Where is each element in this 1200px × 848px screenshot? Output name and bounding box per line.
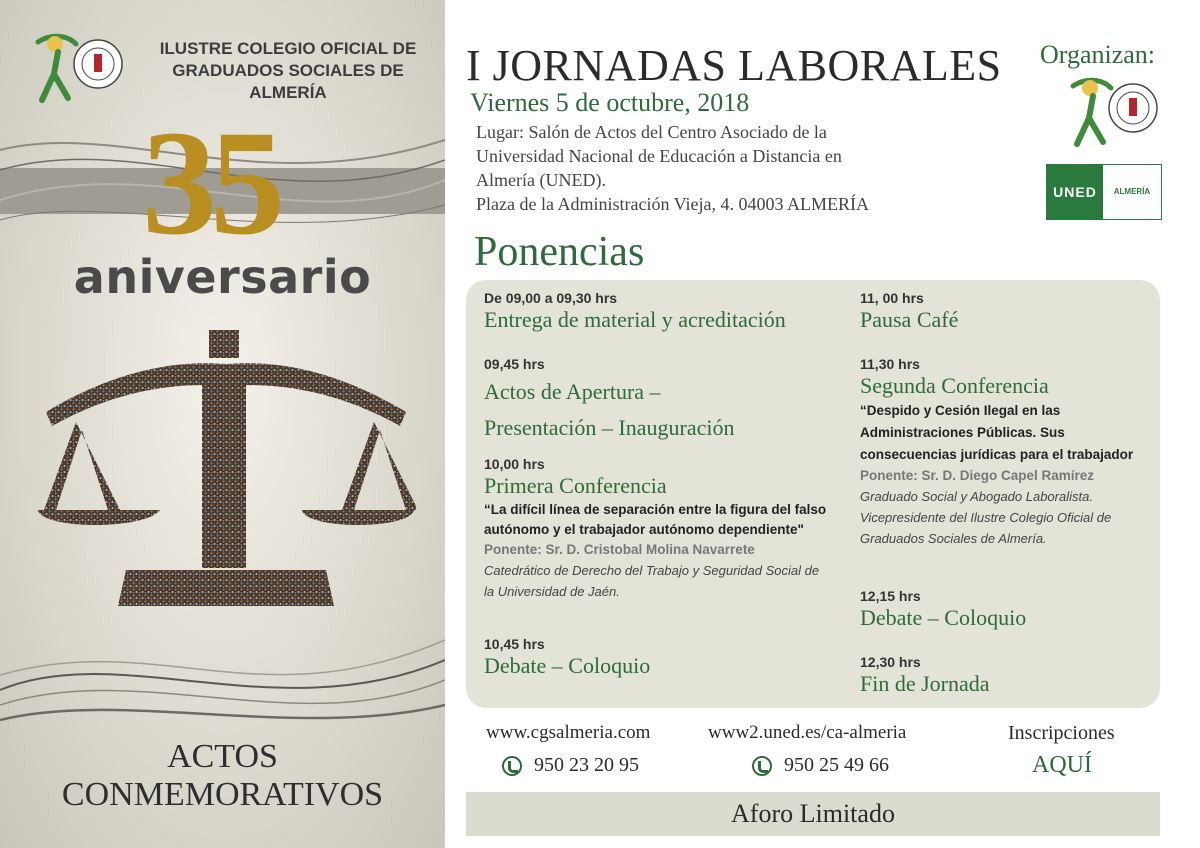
program-activity: Primera Conferencia bbox=[484, 473, 667, 498]
speaker-name: Ponente: Sr. D. Diego Capel Ramírez bbox=[860, 468, 1095, 483]
program-time: 09,45 hrs bbox=[484, 356, 545, 372]
talk-title: Administraciones Públicas. Sus bbox=[860, 425, 1065, 440]
anniversary-word: aniversario bbox=[73, 250, 372, 304]
uned-logo bbox=[1046, 164, 1162, 220]
phone-icon bbox=[752, 756, 772, 776]
org-name bbox=[148, 38, 428, 104]
venue-line: Almería (UNED). bbox=[476, 170, 606, 190]
speaker-bio: Vicepresidente del Ilustre Colegio Oficial de bbox=[860, 510, 1112, 525]
actos-title-line-1: ACTOS bbox=[167, 738, 278, 775]
program-activity: Actos de Apertura – bbox=[484, 379, 661, 404]
ponencias-title: Ponencias bbox=[474, 229, 645, 275]
website-link-cgsalmeria[interactable]: www.cgsalmeria.com bbox=[486, 722, 651, 743]
registration-link[interactable]: AQUÍ bbox=[1032, 752, 1092, 778]
left-panel bbox=[0, 0, 445, 848]
program-box bbox=[466, 280, 1160, 708]
program-activity: Segunda Conferencia bbox=[860, 373, 1049, 398]
program-activity: Entrega de material y acreditación bbox=[484, 307, 786, 332]
event-title: I JORNADAS LABORALES bbox=[466, 41, 1002, 90]
actos-conmemorativos-title bbox=[0, 738, 445, 814]
program-time: 10,45 hrs bbox=[484, 636, 545, 652]
org-name-line-2: GRADUADOS SOCIALES DE ALMERÍA bbox=[172, 61, 404, 102]
phone-number: 950 23 20 95 bbox=[534, 754, 639, 776]
program-time: 12,15 hrs bbox=[860, 588, 921, 604]
talk-title: consecuencias jurídicas para el trabajador bbox=[860, 447, 1134, 462]
program-activity: Fin de Jornada bbox=[860, 671, 990, 696]
event-date: Viernes 5 de octubre, 2018 bbox=[470, 88, 750, 117]
website-link-uned[interactable]: www2.uned.es/ca-almeria bbox=[708, 722, 907, 743]
uned-logo-city: ALMERÍA bbox=[1113, 187, 1151, 196]
colegio-logo-small-icon bbox=[1058, 72, 1168, 154]
program-activity: Debate – Coloquio bbox=[860, 605, 1027, 630]
program-item-conference bbox=[484, 456, 826, 602]
phone-number: 950 25 49 66 bbox=[784, 754, 889, 776]
program-item bbox=[860, 290, 958, 334]
colegio-logo-icon bbox=[28, 28, 128, 110]
talk-title: “Despido y Cesión Ilegal en las bbox=[860, 403, 1061, 418]
phone-contact-1 bbox=[502, 754, 639, 777]
phone-contact-2 bbox=[752, 754, 889, 777]
program-item bbox=[860, 588, 1026, 632]
venue-line: Plaza de la Administración Vieja, 4. 04003 ALMERÍA bbox=[476, 194, 870, 214]
talk-title: autónomo y el trabajador autónomo dependiente" bbox=[484, 522, 804, 537]
uned-logo-text: UNED bbox=[1047, 165, 1103, 219]
program-item bbox=[860, 654, 990, 698]
program-item-conference bbox=[860, 356, 1133, 549]
venue-line: Lugar: Salón de Actos del Centro Asociado de la bbox=[476, 122, 827, 142]
program-time: De 09,00 a 09,30 hrs bbox=[484, 290, 618, 306]
program-time: 12,30 hrs bbox=[860, 654, 921, 670]
anniversary-digit-5: 5 bbox=[210, 100, 285, 266]
program-time: 11,30 hrs bbox=[860, 356, 920, 372]
org-name-line-1: ILUSTRE COLEGIO OFICIAL DE bbox=[159, 39, 417, 58]
program-item bbox=[484, 290, 786, 334]
speaker-bio: Graduado Social y Abogado Laboralista. bbox=[860, 489, 1093, 504]
program-item bbox=[484, 636, 650, 680]
aforo-banner bbox=[466, 792, 1160, 836]
decorative-swoosh-bottom bbox=[0, 620, 445, 740]
program-activity: Pausa Café bbox=[860, 307, 959, 332]
organizers-label: Organizan: bbox=[1040, 40, 1156, 69]
venue-line: Universidad Nacional de Educación a Distancia en bbox=[476, 146, 842, 166]
program-time: 11, 00 hrs bbox=[860, 290, 924, 306]
program-time: 10,00 hrs bbox=[484, 456, 545, 472]
actos-title-line-2: CONMEMORATIVOS bbox=[61, 776, 384, 813]
program-item bbox=[484, 356, 734, 446]
speaker-name: Ponente: Sr. D. Cristobal Molina Navarrete bbox=[484, 542, 755, 557]
registration-label: Inscripciones bbox=[1008, 722, 1115, 744]
program-activity: Debate – Coloquio bbox=[484, 653, 651, 678]
talk-title: “La difícil línea de separación entre la figura del falso bbox=[484, 502, 827, 517]
anniversary-digit-3: 3 bbox=[142, 100, 217, 266]
speaker-bio: Catedrático de Derecho del Trabajo y Seguridad Social de bbox=[484, 563, 820, 578]
program-activity: Presentación – Inauguración bbox=[484, 415, 735, 440]
phone-icon bbox=[502, 756, 522, 776]
speaker-bio: la Universidad de Jaén. bbox=[484, 584, 620, 599]
scales-of-justice-icon bbox=[36, 330, 416, 615]
speaker-bio: Graduados Sociales de Almería. bbox=[860, 531, 1047, 546]
aforo-text: Aforo Limitado bbox=[731, 799, 895, 828]
